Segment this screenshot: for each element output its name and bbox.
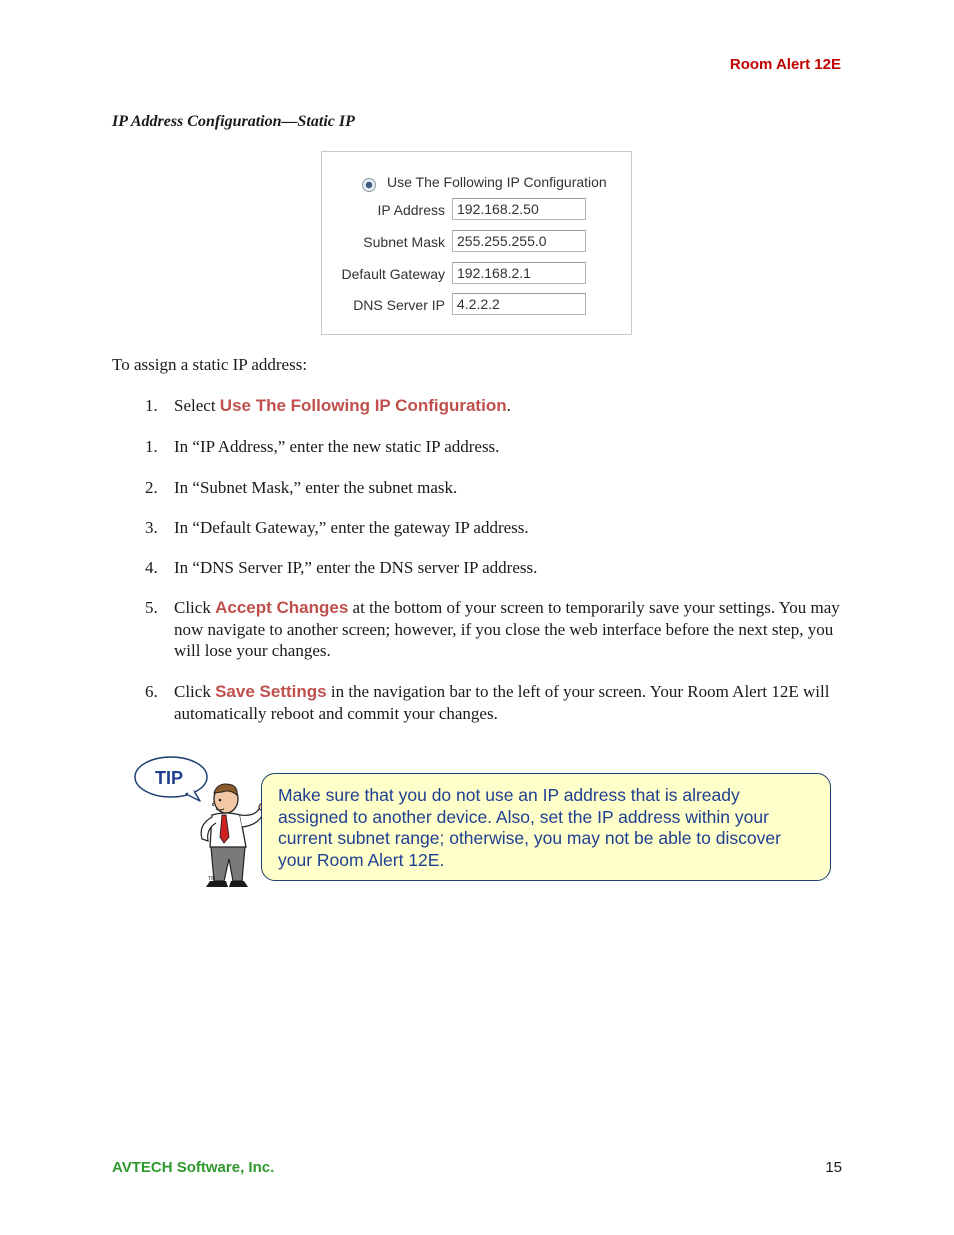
step-number: 1. (145, 396, 158, 415)
step-text: Click (174, 682, 216, 701)
keyword-use-following-ip: Use The Following IP Configuration (219, 396, 507, 415)
ip-config-panel (321, 151, 632, 335)
step-text: at the bottom of your screen to temporarily save your settings. You may now navigate to another screen; however, if you close the web interface before the next step, you will lose your changes. (174, 598, 840, 660)
step-text: in the navigation bar to the left of your screen. Your Room Alert 12E will automatically reboot and commit your changes. (174, 682, 830, 723)
default-gateway-field[interactable]: 192.168.2.1 (452, 262, 586, 284)
step-item (145, 557, 844, 579)
step-item (145, 517, 844, 539)
dns-server-ip-label: DNS Server IP (353, 297, 445, 313)
tip-mascot-figure (134, 755, 274, 895)
step-text: . (506, 396, 511, 415)
step-item (145, 436, 844, 458)
page-number: 15 (825, 1159, 842, 1176)
ip-config-radio-button[interactable] (362, 178, 376, 192)
subnet-mask-field[interactable]: 255.255.255.0 (452, 230, 586, 252)
step-number: 6. (145, 682, 158, 701)
step-number: 4. (145, 558, 158, 577)
section-title: IP Address Configuration—Static IP (112, 113, 355, 130)
tip-text: Make sure that you do not use an IP address that is already assigned to another device. Also, set the IP address within your current subnet range; otherwise, you may not be able to discover your Room Alert 12E. (278, 785, 781, 870)
step-text: In “Default Gateway,” enter the gateway IP address. (174, 518, 529, 537)
trademark-mark: TM (208, 876, 216, 882)
running-header: Room Alert 12E (729, 56, 841, 73)
step-text: In “DNS Server IP,” enter the DNS server IP address. (174, 558, 538, 577)
step-text: Click (174, 598, 216, 617)
subnet-mask-label: Subnet Mask (363, 234, 445, 250)
tip-callout-box (261, 773, 831, 881)
tip-badge: TIP (154, 768, 184, 788)
step-number: 1. (145, 437, 158, 456)
ip-address-label: IP Address (377, 202, 445, 218)
step-number: 3. (145, 518, 158, 537)
dns-server-ip-field[interactable]: 4.2.2.2 (452, 293, 586, 315)
step-text: Select (174, 396, 220, 415)
keyword-save-settings: Save Settings (215, 682, 327, 701)
step-text: In “IP Address,” enter the new static IP address. (174, 437, 500, 456)
step-number: 5. (145, 598, 158, 617)
intro-text: To assign a static IP address: (112, 355, 308, 374)
step-number: 2. (145, 478, 158, 497)
step-item (145, 681, 844, 724)
step-item (145, 477, 844, 499)
step-item (145, 597, 844, 662)
ip-config-radio-label: Use The Following IP Configuration (387, 174, 607, 190)
footer-company: AVTECH Software, Inc. (112, 1159, 275, 1176)
step-item (145, 395, 844, 417)
default-gateway-label: Default Gateway (341, 266, 445, 282)
keyword-accept-changes: Accept Changes (215, 598, 349, 617)
ip-address-field[interactable]: 192.168.2.50 (452, 198, 586, 220)
step-text: In “Subnet Mask,” enter the subnet mask. (174, 478, 458, 497)
